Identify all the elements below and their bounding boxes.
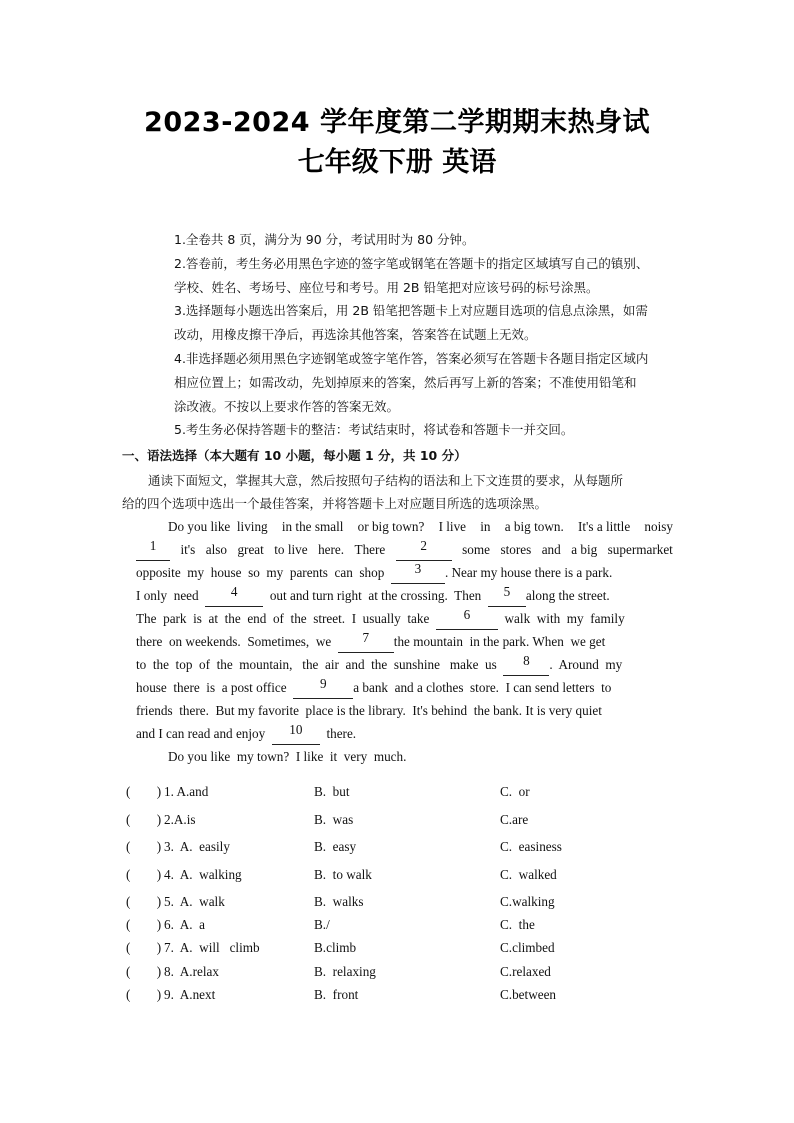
instruction-line: 学校、姓名、考场号、座位号和考号。用 2B 铅笔把对应该号码的标号涂黑。: [174, 279, 599, 295]
option-b: B. relaxing: [314, 963, 376, 979]
question-row: [126, 890, 686, 913]
option-b: B.climb: [314, 940, 357, 956]
passage-line: The park is at the end of the street. I usually take 6 walk with my family: [136, 607, 673, 630]
instruction-line: 1.全卷共 8 页，满分为 90 分，考试用时为 80 分钟。: [174, 232, 475, 247]
question-row: [126, 983, 686, 1006]
option-b: B. easy: [314, 839, 357, 854]
option-c: C.climbed: [500, 940, 555, 956]
passage-line: Do you like living in the small or big town? I live in a big town. It's a little noisy: [168, 519, 673, 534]
question-row: [126, 863, 686, 891]
intro-line: 通读下面短文，掌握其大意，然后按照句子结构的语法和上下文连贯的要求，从每题所: [148, 473, 624, 488]
option-b: B./: [314, 917, 330, 933]
option-a: 4. A. walking: [164, 866, 242, 882]
blank-5[interactable]: 5: [488, 584, 526, 607]
option-c: C. easiness: [500, 839, 562, 854]
option-b: B. to walk: [314, 866, 372, 882]
instruction-line: 涂改液。不按以上要求作答的答案无效。: [174, 398, 400, 414]
option-b: B. was: [314, 811, 354, 827]
instruction-line: 3.选择题每小题选出答案后，用 2B 铅笔把答题卡上对应题目选项的信息点涂黑，如需: [174, 303, 648, 319]
option-b: B. but: [314, 784, 350, 799]
cloze-passage: [136, 515, 673, 768]
question-row: [126, 913, 686, 936]
option-a: 3. A. easily: [164, 839, 230, 854]
blank-10[interactable]: 10: [272, 722, 320, 745]
blank-9[interactable]: 9: [293, 676, 353, 699]
option-a: 6. A. a: [164, 917, 206, 933]
option-a: 7. A. will climb: [164, 940, 260, 956]
answer-paren[interactable]: ( ): [126, 986, 162, 1002]
answer-paren[interactable]: ( ): [126, 839, 162, 854]
instructions: [174, 228, 714, 442]
passage-line: house there is a post office 9 a bank and a clothes store. I can send letters to: [136, 676, 673, 699]
instruction-line: 改动，用橡皮擦干净后，再选涂其他答案，答案答在试题上无效。: [174, 327, 537, 343]
blank-6[interactable]: 6: [436, 607, 498, 630]
option-a: 5. A. walk: [164, 894, 225, 909]
option-c: C. or: [500, 784, 530, 799]
instruction-line: 2.答卷前，考生务必用黑色字迹的签字笔或钢笔在答题卡的指定区域填写自己的镇别、: [174, 255, 649, 271]
instruction-line: 4.非选择题必须用黑色字迹钢笔或签字笔作答，答案必须写在答题卡各题目指定区域内: [174, 350, 649, 366]
option-c: C. walked: [500, 866, 557, 882]
blank-4[interactable]: 4: [205, 584, 263, 607]
section-heading: 一、语法选择（本大题有 10 小题，每小题 1 分，共 10 分）: [122, 448, 467, 463]
question-options: [126, 780, 686, 1006]
passage-line: to the top of the mountain, the air and the sunshine make us 8 . Around my: [136, 653, 673, 676]
question-row: [126, 936, 686, 959]
page-title: 2023-2024 学年度第二学期期末热身试: [144, 107, 650, 138]
passage-line: opposite my house so my parents can shop 3 . Near my house there is a park.: [136, 561, 673, 584]
passage-line: there on weekends. Sometimes, we 7 the mountain in the park. When we get: [136, 630, 673, 653]
question-row: [126, 960, 686, 983]
instruction-line: 5.考生务必保持答题卡的整洁：考试结束时，将试卷和答题卡一并交回。: [174, 422, 574, 438]
passage-line: and I can read and enjoy 10 there.: [136, 722, 673, 745]
option-a: 2.A.is: [164, 811, 196, 827]
question-row: [126, 808, 686, 836]
section-intro: [122, 469, 682, 515]
blank-2[interactable]: 2: [396, 538, 452, 561]
option-b: B. front: [314, 986, 359, 1002]
intro-line: 给的四个选项中选出一个最佳答案，并将答题卡上对应题目所选的选项涂黑。: [122, 496, 548, 511]
blank-7[interactable]: 7: [338, 630, 394, 653]
option-a: 1. A.and: [164, 784, 209, 799]
option-c: C.between: [500, 986, 557, 1002]
option-c: C.are: [500, 811, 529, 827]
option-c: C.relaxed: [500, 963, 551, 979]
option-c: C.walking: [500, 894, 555, 909]
question-row: [126, 835, 686, 863]
page-subtitle: 七年级下册 英语: [297, 147, 497, 178]
answer-paren[interactable]: ( ): [126, 894, 162, 909]
option-c: C. the: [500, 917, 535, 933]
passage-line: 1 it's also great to live here. There 2 some stores and a big supermarket: [136, 538, 673, 561]
answer-paren[interactable]: ( ): [126, 784, 162, 799]
answer-paren[interactable]: ( ): [126, 811, 162, 827]
option-a: 9. A.next: [164, 986, 216, 1002]
answer-paren[interactable]: ( ): [126, 963, 162, 979]
blank-1[interactable]: 1: [136, 538, 170, 561]
question-row: [126, 780, 686, 808]
passage-line: friends there. But my favorite place is the library. It's behind the bank. It is very quiet: [136, 703, 602, 718]
instruction-line: 相应位置上；如需改动，先划掉原来的答案，然后再写上新的答案；不准使用铅笔和: [174, 374, 637, 390]
option-a: 8. A.relax: [164, 963, 219, 979]
answer-paren[interactable]: ( ): [126, 866, 162, 882]
blank-8[interactable]: 8: [503, 653, 549, 676]
answer-paren[interactable]: ( ): [126, 917, 162, 933]
passage-line: I only need 4 out and turn right at the crossing. Then 5 along the street.: [136, 584, 673, 607]
option-b: B. walks: [314, 894, 364, 909]
passage-line: Do you like my town? I like it very much.: [168, 749, 407, 764]
answer-paren[interactable]: ( ): [126, 940, 162, 956]
blank-3[interactable]: 3: [391, 561, 445, 584]
